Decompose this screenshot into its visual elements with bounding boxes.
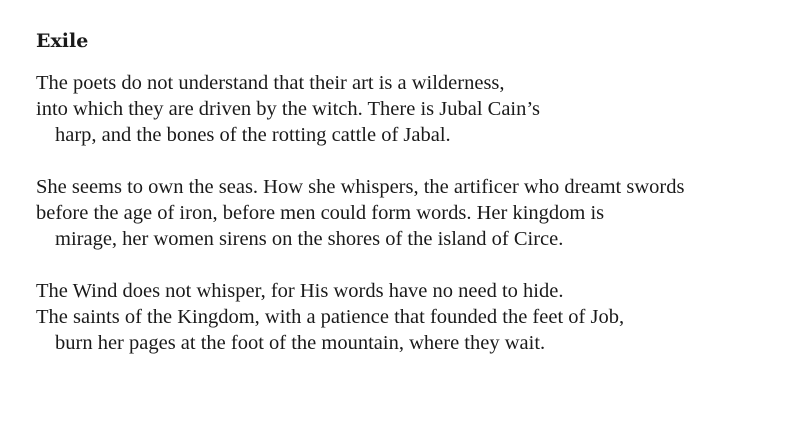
poem-line-indented: harp, and the bones of the rotting cattle of Jabal. [55, 124, 451, 146]
poem-line-indented: burn her pages at the foot of the mountain, where they wait. [55, 332, 546, 354]
poem-line: She seems to own the seas. How she whispers, the artificer who dreamt swords [36, 176, 685, 198]
poem-line-indented: mirage, her women sirens on the shores of the island of Circe. [55, 228, 564, 250]
stanza-2 [36, 174, 776, 252]
poem-line: before the age of iron, before men could form words. Her kingdom is [36, 202, 605, 224]
stanza-1 [36, 70, 776, 148]
poem-title: Exile [36, 30, 89, 52]
poem-line: The Wind does not whisper, for His words have no need to hide. [36, 280, 564, 302]
poem-line: The poets do not understand that their art is a wilderness, [36, 72, 505, 94]
poem [36, 28, 776, 382]
stanza-3 [36, 278, 776, 356]
poem-line: into which they are driven by the witch. There is Jubal Cain’s [36, 98, 541, 120]
poem-line: The saints of the Kingdom, with a patience that founded the feet of Job, [36, 306, 625, 328]
